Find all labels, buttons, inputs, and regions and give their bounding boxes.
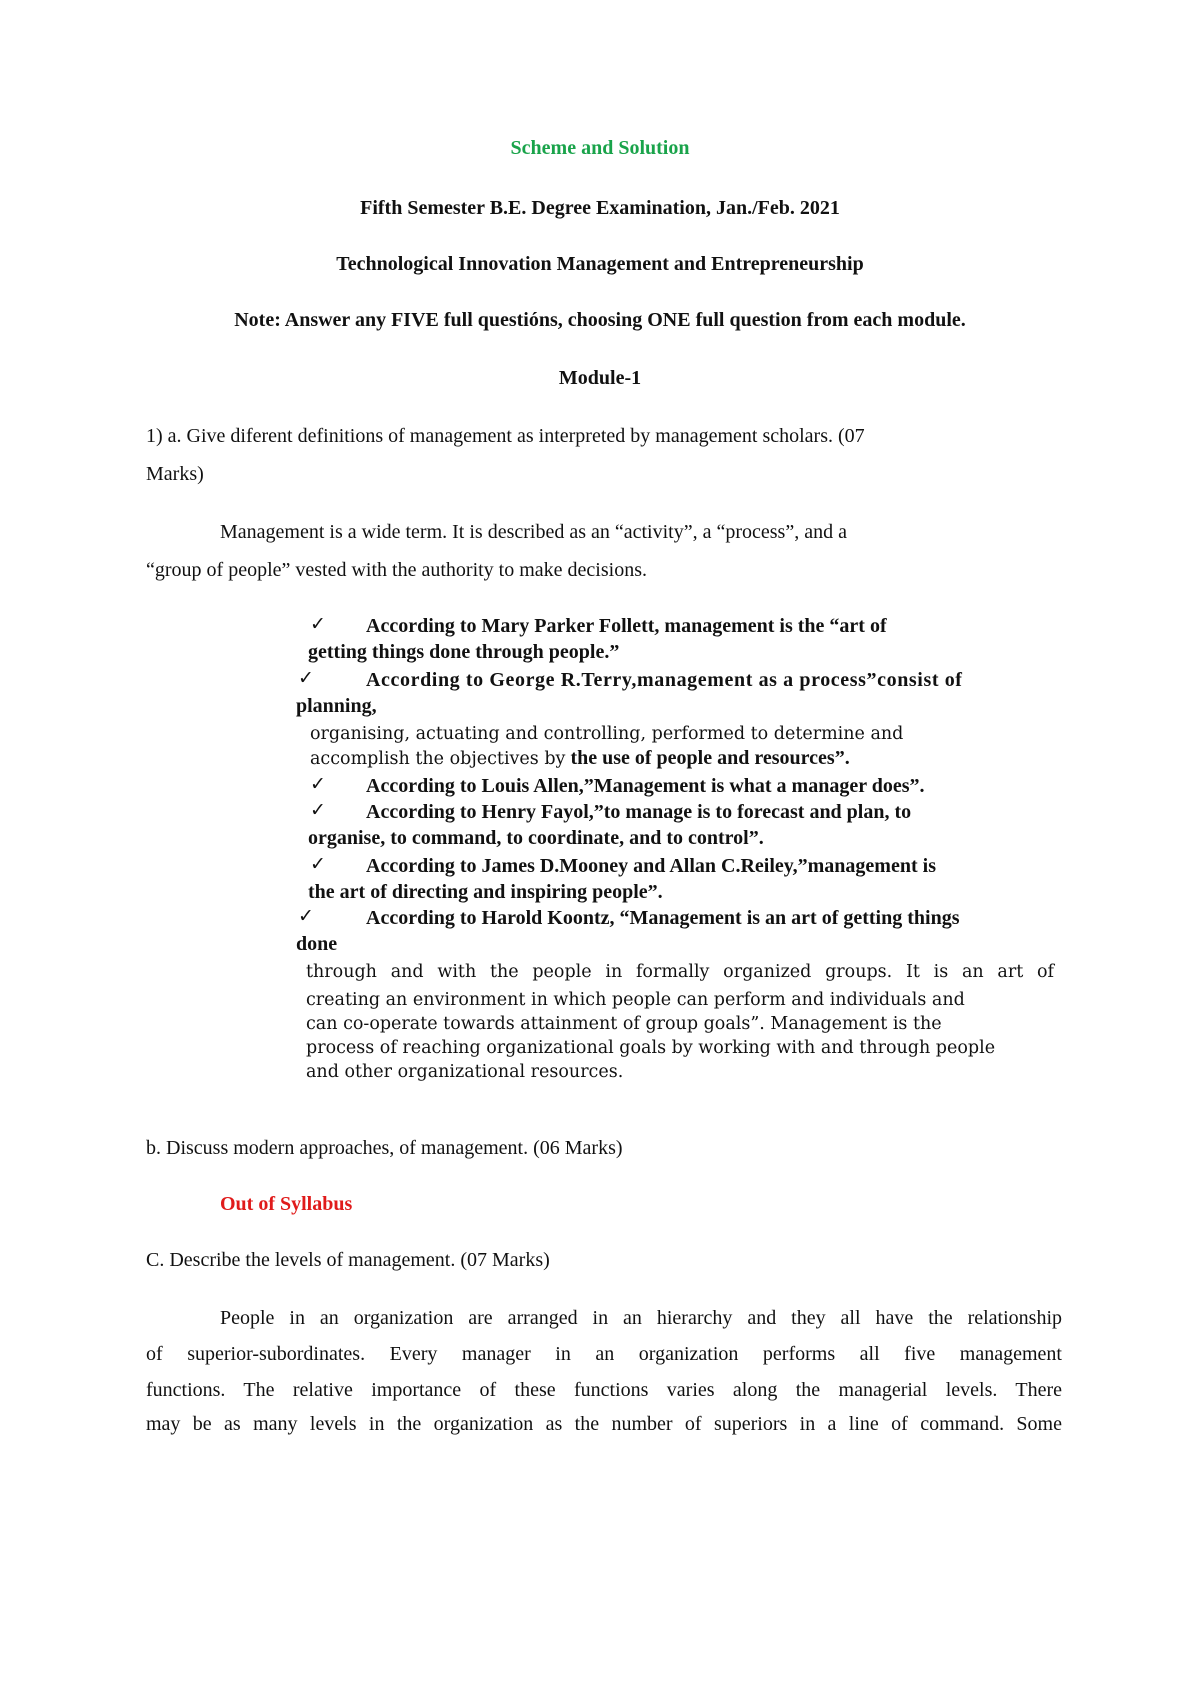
check-icon: ✓ <box>298 905 314 927</box>
definition-koontz-line6: process of reaching organizational goals by working with and through people <box>306 1038 996 1058</box>
definition-terry-line2: planning, <box>296 695 377 717</box>
definition-mooney-line1: According to James D.Mooney and Allan C.Reiley,”management is <box>366 855 936 877</box>
definition-koontz-line5: can co-operate towards attainment of group goals”. Management is the <box>306 1014 942 1034</box>
levels-para-line4: may be as many levels in the organization as the number of superiors in a line of command. Some <box>146 1413 1062 1435</box>
definition-mooney-line2: the art of directing and inspiring people”. <box>308 881 663 903</box>
definition-terry-line3: organising, actuating and controlling, performed to determine and <box>310 724 904 744</box>
check-icon: ✓ <box>310 853 326 875</box>
out-of-syllabus-label: Out of Syllabus <box>220 1193 353 1215</box>
module-heading: Module-1 <box>558 367 642 389</box>
intro-line2: “group of people” vested with the authority to make decisions. <box>146 559 647 581</box>
definition-allen: According to Louis Allen,”Management is what a manager does”. <box>366 775 925 797</box>
question-1a-line2: Marks) <box>146 463 204 485</box>
levels-para-line3: functions. The relative importance of these functions varies along the managerial levels. There <box>146 1379 1062 1401</box>
check-icon: ✓ <box>310 613 326 635</box>
question-1b: b. Discuss modern approaches, of management. (06 Marks) <box>146 1137 623 1159</box>
subject-title: Technological Innovation Management and Entrepreneurship <box>336 253 864 275</box>
check-icon: ✓ <box>310 773 326 795</box>
definition-terry-line4-bold: the use of people and resources”. <box>570 747 850 769</box>
definition-terry-line4-plain: accomplish the objectives by <box>310 749 566 769</box>
definition-terry-line1: According to George R.Terry,management as a process”consist of <box>366 669 963 691</box>
question-1a-line1: 1) a. Give diferent definitions of management as interpreted by management scholars. (07 <box>146 425 865 447</box>
definition-follett-line1: According to Mary Parker Follett, management is the “art of <box>366 615 887 637</box>
exam-note: Note: Answer any FIVE full questións, choosing ONE full question from each module. <box>234 309 966 331</box>
definition-follett-line2: getting things done through people.” <box>308 641 620 663</box>
check-icon: ✓ <box>310 799 326 821</box>
exam-title: Fifth Semester B.E. Degree Examination, Jan./Feb. 2021 <box>360 197 840 219</box>
levels-para-line2: of superior-subordinates. Every manager in an organization performs all five management <box>146 1343 1062 1365</box>
question-1c: C. Describe the levels of management. (07 Marks) <box>146 1249 550 1271</box>
definition-fayol-line1: According to Henry Fayol,”to manage is to forecast and plan, to <box>366 801 912 823</box>
levels-para-line1: People in an organization are arranged in an hierarchy and they all have the relationship <box>220 1307 1062 1329</box>
definition-koontz-line3: through and with the people in formally organized groups. It is an art of <box>306 962 1054 982</box>
definition-koontz-line7: and other organizational resources. <box>306 1062 624 1082</box>
definition-koontz-line1: According to Harold Koontz, “Management is an art of getting things <box>366 907 960 929</box>
definition-fayol-line2: organise, to command, to coordinate, and to control”. <box>308 827 764 849</box>
intro-line1: Management is a wide term. It is described as an “activity”, a “process”, and a <box>220 521 847 543</box>
document-title: Scheme and Solution <box>510 137 690 159</box>
definition-koontz-line4: creating an environment in which people can perform and individuals and <box>306 990 965 1010</box>
definition-terry-line4 <box>310 746 850 771</box>
definition-koontz-line2: done <box>296 933 338 955</box>
check-icon: ✓ <box>298 667 314 689</box>
